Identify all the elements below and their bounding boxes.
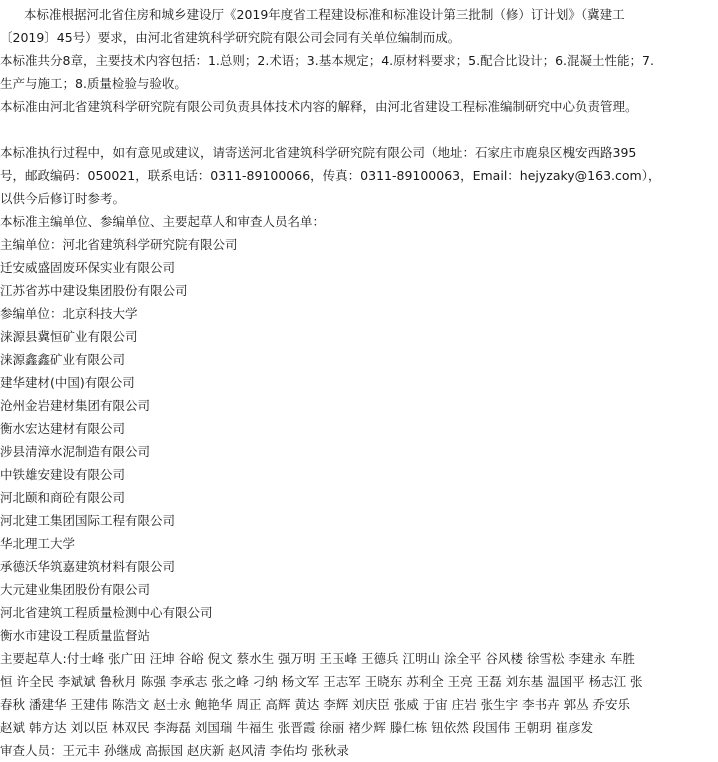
drafters-line: 恒 许全民 李斌斌 鲁秋月 陈强 李承志 张之峰 刁纳 杨文军 王志军 王晓东 苏利全 王亮 王磊 刘东基 温国平 杨志江 张 [0,674,643,689]
participating-unit: 涞源鑫鑫矿业有限公司 [0,352,126,367]
intro-line: 本标准由河北省建筑科学研究院有限公司负责具体技术内容的解释，由河北省建设工程标准编制研究中心负责管理。 [0,99,638,114]
feedback-line: 以供今后修订时参考。 [0,191,126,206]
drafters-line: 赵斌 韩方达 刘以臣 林双民 李海磊 刘国瑞 牛福生 张晋霞 徐丽 褚少辉 滕仁栋 钮依然 段国伟 王朝玥 崔彦发 [0,720,594,735]
participating-unit: 衡水市建设工程质量监督站 [0,628,151,643]
chief-co-unit: 江苏省苏中建设集团股份有限公司 [0,283,188,298]
intro-line: 生产与施工；8.质量检验与验收。 [0,76,187,91]
feedback-line: 本标准执行过程中，如有意见或建议，请寄送河北省建筑科学研究院有限公司（地址：石家庄市鹿泉区槐安西路395 [0,145,637,160]
reviewers-line: 审查人员：王元丰 孙继成 高振国 赵庆新 赵风清 李佑均 张秋录 [0,743,349,758]
participating-unit: 河北颐和商砼有限公司 [0,490,126,505]
participating-unit: 河北省建筑工程质量检测中心有限公司 [0,605,213,620]
participating-unit: 沧州金岩建材集团有限公司 [0,398,151,413]
participating-unit: 涞源县冀恒矿业有限公司 [0,329,138,344]
intro-line: 本标准共分8章，主要技术内容包括：1.总则；2.术语；3.基本规定；4.原材料要求；5.配合比设计；6.混凝土性能；7. [0,53,654,68]
feedback-line: 号，邮政编码：050021，联系电话：0311-89100066，传真：0311-89100063，Email：hejyzaky@163.com）， [0,168,661,183]
participating-unit: 涉县清漳水泥制造有限公司 [0,444,151,459]
drafters-line: 主要起草人:付士峰 张广田 汪坤 谷峪 倪文 蔡水生 强万明 王玉峰 王德兵 江明山 涂全平 谷风楼 徐雪松 李建永 车胜 [0,651,635,666]
participating-unit: 中铁雄安建设有限公司 [0,467,126,482]
participating-unit: 建华建材(中国)有限公司 [0,375,135,390]
chief-co-unit: 迁安威盛固废环保实业有限公司 [0,260,176,275]
blank-line [0,118,714,141]
units-heading: 本标准主编单位、参编单位、主要起草人和审查人员名单： [0,214,326,229]
participating-unit: 华北理工大学 [0,536,76,551]
participating-unit: 河北建工集团国际工程有限公司 [0,513,176,528]
participating-unit: 大元建业集团股份有限公司 [0,582,151,597]
participating-unit-head: 参编单位：北京科技大学 [0,306,138,321]
document-body [0,3,714,762]
drafters-line: 春秋 潘建华 王建伟 陈浩文 赵士永 鲍艳华 周正 高辉 黄达 李辉 刘庆臣 张威 于宙 庄岩 张生宇 李书卉 郭丛 乔安乐 [0,697,631,712]
participating-unit: 衡水宏达建材有限公司 [0,421,126,436]
participating-unit: 承德沃华筑嘉建筑材料有限公司 [0,559,176,574]
intro-line: 本标准根据河北省住房和城乡建设厅《2019年度省工程建设标准和标准设计第三批制（修）订计划》（冀建工 [24,7,625,22]
chief-editor-unit: 主编单位：河北省建筑科学研究院有限公司 [0,237,238,252]
intro-line: 〔2019〕45号）要求，由河北省建筑科学研究院有限公司会同有关单位编制而成。 [0,30,461,45]
